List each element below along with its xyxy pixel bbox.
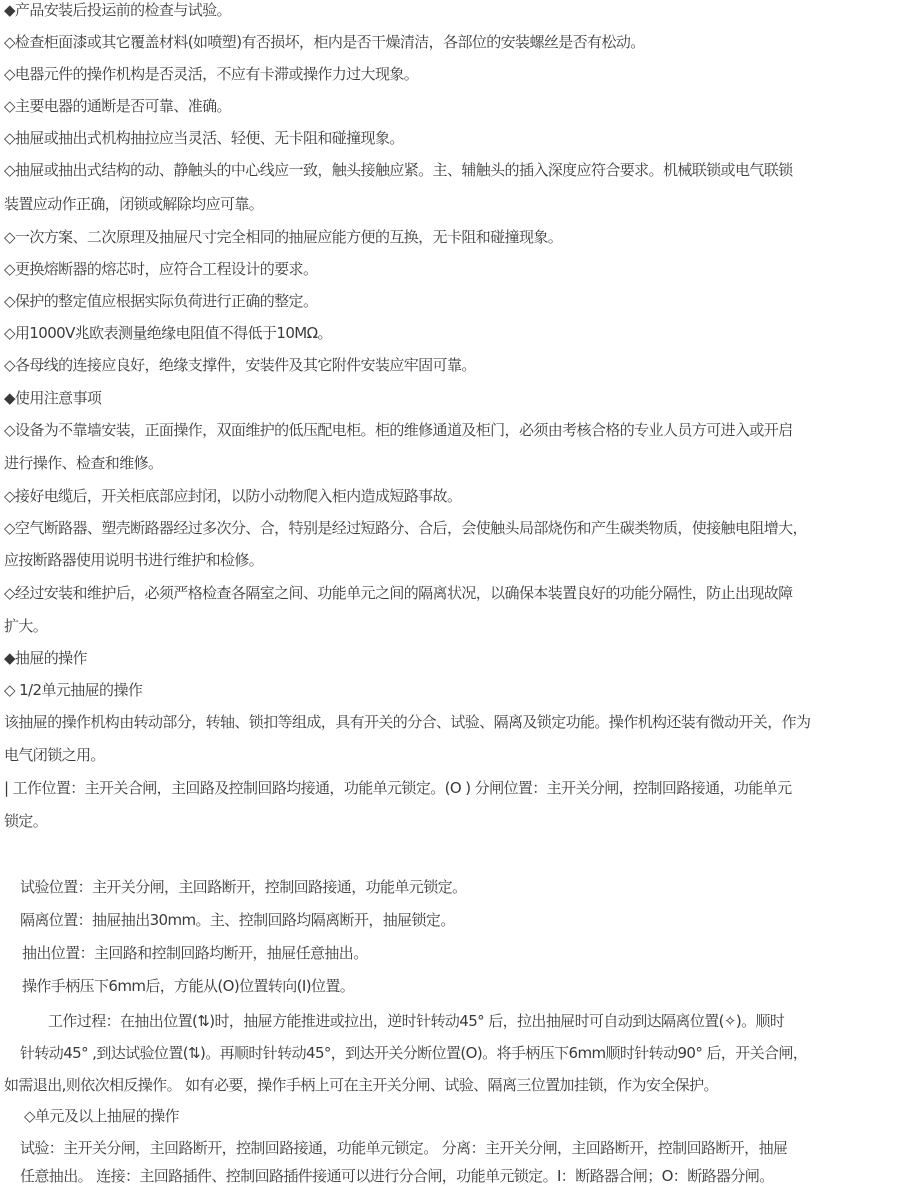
text-line: 抽出位置：主回路和控制回路均断开，抽屉任意抽出。 (22, 944, 368, 962)
text-line: 装置应动作正确，闭锁或解除均应可靠。 (4, 195, 264, 213)
text-line: 扩大。 (4, 617, 48, 635)
text-line: ◇更换熔断器的熔芯时，应符合工程设计的要求。 (4, 260, 318, 278)
text-line: ◇抽屉或抽出式结构的动、静触头的中心线应一致，触头接触应紧。主、辅触头的插入深度应符合要求。机械联锁或电气联锁 (4, 161, 793, 179)
text-line: ◇接好电缆后，开关柜底部应封闭，以防小动物爬入柜内造成短路事故。 (4, 487, 462, 505)
text-line: | 工作位置：主开关合闸，主回路及控制回路均接通，功能单元锁定。(O ) 分闸位置：主开关分闸，控制回路接通，功能单元 (4, 779, 792, 797)
subsection-heading-full-unit-drawer: ◇单元及以上抽屉的操作 (24, 1107, 179, 1125)
text-line: ◇一次方案、二次原理及抽屉尺寸完全相同的抽屉应能方便的互换，无卡阻和碰撞现象。 (4, 228, 563, 246)
text-line: 试验位置：主开关分闸，主回路断开，控制回路接通，功能单元锁定。 (20, 878, 467, 896)
section-heading-drawer-operation: ◆抽屉的操作 (4, 649, 87, 667)
text-line: ◇空气断路器、塑壳断路器经过多次分、合，特别是经过短路分、合后，会使触头局部烧伤和产生碳类物质，使接触电阻增大， (4, 519, 807, 537)
text-line: 操作手柄压下6mm后，方能从(O)位置转向(I)位置。 (22, 977, 355, 995)
text-line: 针转动45° ,到达试验位置(⇅)。再顺时针转动45°，到达开关分断位置(O)。将手柄压下6mm顺时针转动90° 后，开关合闸， (20, 1044, 808, 1062)
text-line: ◇主要电器的通断是否可靠、准确。 (4, 97, 231, 115)
text-line: 电气闭锁之用。 (4, 746, 105, 764)
text-line: 工作过程：在抽出位置(⇅)时，抽屉方能推进或拉出，逆时针转动45° 后，拉出抽屉时可自动到达隔离位置(✧)。顺时 (48, 1012, 785, 1030)
text-line: ◇用1000V兆欧表测量绝缘电阻值不得低于10MΩ。 (4, 324, 332, 342)
text-line: ◇检查柜面漆或其它覆盖材料(如喷塑)有否损坏，柜内是否干燥清洁，各部位的安装螺丝是否有松动。 (4, 33, 645, 51)
text-line: 该抽屉的操作机构由转动部分，转轴、锁扣等组成，具有开关的分合、试验、隔离及锁定功能。操作机构还装有微动开关，作为 (4, 713, 811, 731)
text-line: ◇保护的整定值应根据实际负荷进行正确的整定。 (4, 292, 318, 310)
text-line: ◇设备为不靠墙安装，正面操作，双面维护的低压配电柜。柜的维修通道及柜门，必须由考核合格的专业人员方可进入或开启 (4, 421, 793, 439)
text-line: ◇抽屉或抽出式机构抽拉应当灵活、轻便、无卡阻和碰撞现象。 (4, 129, 404, 147)
text-line: 试验：主开关分闸，主回路断开，控制回路接通，功能单元锁定。 分离：主开关分闸，主回路断开，控制回路断开，抽屉 (20, 1139, 788, 1157)
text-line: ◇电器元件的操作机构是否灵活，不应有卡滞或操作力过大现象。 (4, 65, 419, 83)
text-line: ◇经过安装和维护后，必须严格检查各隔室之间、功能单元之间的隔离状况，以确保本装置良好的功能分隔性，防止出现故障 (4, 584, 793, 602)
text-line: 锁定。 (4, 812, 48, 830)
text-line: 任意抽出。 连接：主回路插件、控制回路插件接通可以进行分合闸，功能单元锁定。I：断路器合闸；O：断路器分闸。 (20, 1167, 774, 1185)
text-line: ◇各母线的连接应良好，绝缘支撑件，安装件及其它附件安装应牢固可靠。 (4, 356, 476, 374)
section-heading-usage-notes: ◆使用注意事项 (4, 389, 102, 407)
text-line: 隔离位置：抽屉抽出30mm。主、控制回路均隔离断开，抽屉锁定。 (20, 911, 455, 929)
text-line: 进行操作、检查和维修。 (4, 454, 163, 472)
text-line: 应按断路器使用说明书进行维护和检修。 (4, 551, 264, 569)
text-line: 如需退出,则依次相反操作。 如有必要，操作手柄上可在主开关分闸、试验、隔离三位置加挂锁，作为安全保护。 (4, 1076, 718, 1094)
subsection-heading-half-unit-drawer: ◇ 1/2单元抽屉的操作 (4, 681, 143, 699)
section-heading-pre-operation-checks: ◆产品安装后投运前的检查与试验。 (4, 1, 231, 19)
